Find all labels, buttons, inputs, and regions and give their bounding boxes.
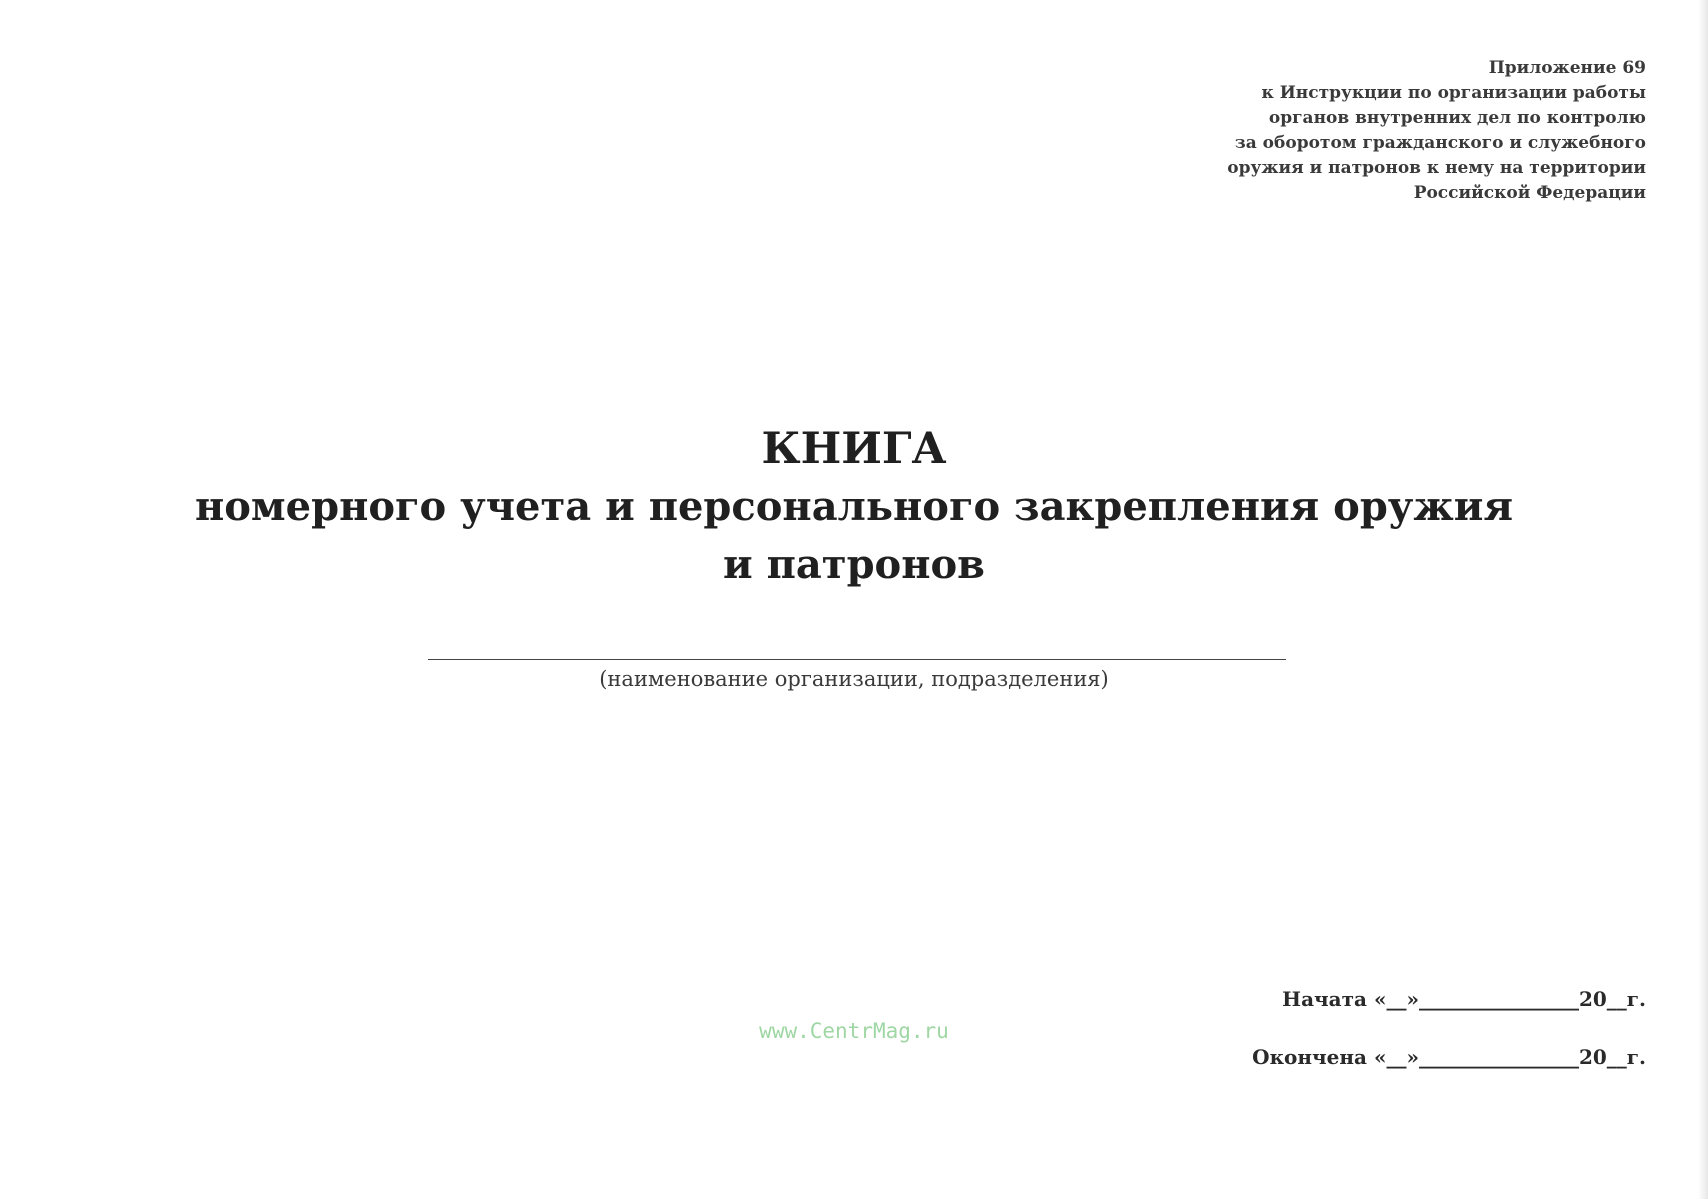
organization-name-line <box>428 659 1286 660</box>
appendix-line: оружия и патронов к нему на территории <box>1227 158 1646 178</box>
appendix-line: Российской Федерации <box>1413 183 1646 203</box>
title-main: КНИГА <box>761 424 947 474</box>
started-date-line: Начата «__»________________20__г. <box>1282 987 1646 1011</box>
watermark: www.CentrMag.ru <box>759 1019 949 1043</box>
appendix-line: за оборотом гражданского и служебного <box>1234 133 1646 153</box>
book-title <box>0 420 1708 594</box>
appendix-line: Приложение 69 <box>1488 58 1646 78</box>
finished-date-line: Окончена «__»________________20__г. <box>1252 1045 1646 1069</box>
appendix-note <box>1227 56 1646 206</box>
title-line-1: номерного учета и персонального закрепления оружия <box>194 483 1514 530</box>
appendix-line: органов внутренних дел по контролю <box>1268 108 1646 128</box>
appendix-line: к Инструкции по организации работы <box>1261 83 1646 103</box>
title-line-2: и патронов <box>723 541 985 588</box>
organization-caption: (наименование организации, подразделения) <box>599 667 1109 691</box>
